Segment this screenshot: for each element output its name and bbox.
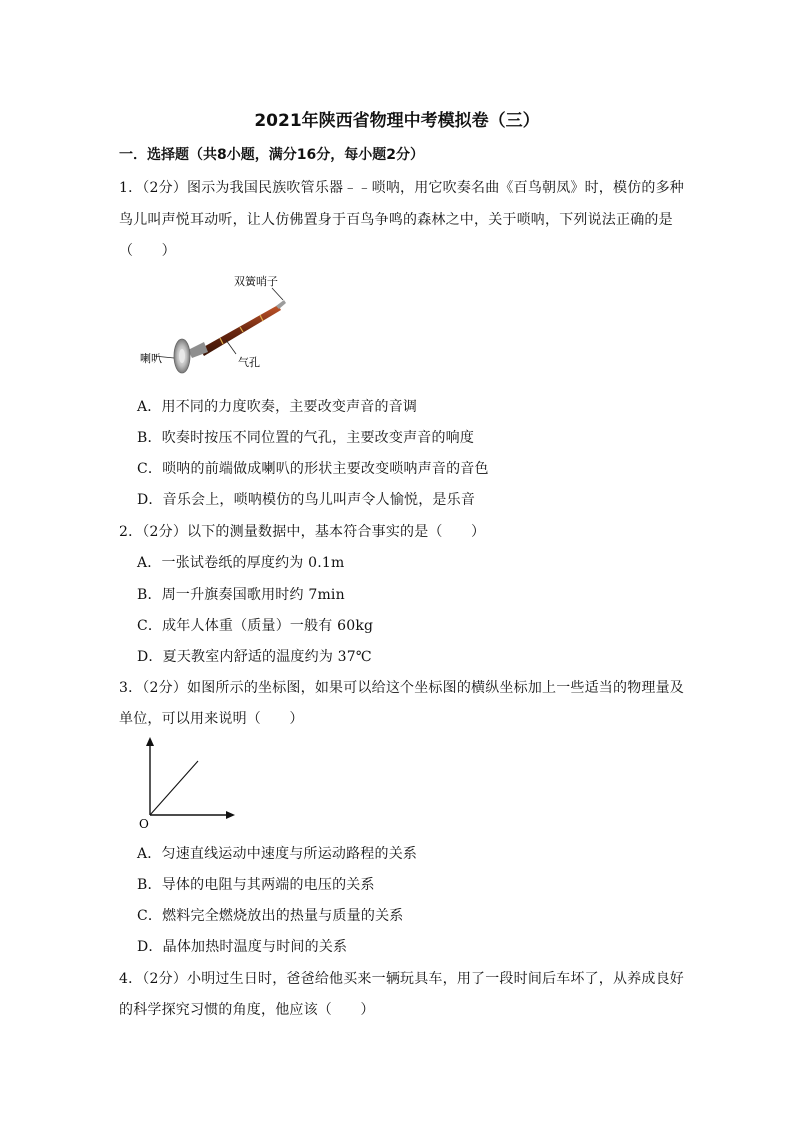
q3-option-c: C．燃料完全燃烧放出的热量与质量的关系	[137, 908, 404, 924]
question-1-line-2: 鸟儿叫声悦耳动听，让人仿佛置身于百鸟争鸣的森林之中，关于唢呐，下列说法正确的是	[119, 212, 673, 228]
q2-option-a: A．一张试卷纸的厚度约为 0.1m	[137, 555, 345, 571]
q1-option-b: B．吹奏时按压不同位置的气孔，主要改变声音的响度	[137, 430, 475, 446]
graph-line	[150, 761, 198, 815]
label-hole: 气孔	[238, 356, 260, 369]
suona-tube	[200, 305, 281, 356]
x-axis-arrow	[226, 811, 235, 819]
q1-option-d: D．音乐会上，唢呐模仿的鸟儿叫声令人愉悦，是乐音	[137, 492, 476, 508]
q3-option-d: D．晶体加热时温度与时间的关系	[137, 939, 348, 955]
label-reed: 双簧哨子	[234, 275, 278, 288]
y-axis-arrow	[146, 737, 154, 746]
question-4-line-1: 4．（2分）小明过生日时，爸爸给他买来一辆玩具车，用了一段时间后车坏了，从养成良好	[119, 971, 685, 987]
q1-option-a: A．用不同的力度吹奏，主要改变声音的音调	[137, 399, 418, 415]
section-heading: 一．选择题（共8小题，满分16分，每小题2分）	[119, 147, 424, 163]
question-2-line-1: 2．（2分）以下的测量数据中，基本符合事实的是（ ）	[119, 524, 486, 540]
suona-figure	[140, 270, 300, 375]
question-4-line-2: 的科学探究习惯的角度，他应该（ ）	[119, 1002, 375, 1018]
q3-option-b: B．导体的电阻与其两端的电压的关系	[137, 877, 375, 893]
question-3-line-1: 3．（2分）如图所示的坐标图，如果可以给这个坐标图的横纵坐标加上一些适当的物理量及	[119, 680, 685, 696]
coordinate-graph	[136, 733, 246, 833]
origin-label: O	[139, 817, 149, 831]
q1-option-c: C．唢呐的前端做成喇叭的形状主要改变唢呐声音的音色	[137, 461, 489, 477]
question-1-line-1: 1．（2分）图示为我国民族吹管乐器﹣﹣唢呐，用它吹奏名曲《百鸟朝凤》时，模仿的多种	[119, 180, 685, 196]
page-title: 2021年陕西省物理中考模拟卷（三）	[254, 111, 540, 131]
question-3-line-2: 单位，可以用来说明（ ）	[119, 711, 304, 727]
q2-option-c: C．成年人体重（质量）一般有 60kg	[137, 618, 374, 634]
q2-option-b: B．周一升旗奏国歌用时约 7min	[137, 587, 345, 603]
q2-option-d: D．夏天教室内舒适的温度约为 37℃	[137, 649, 372, 665]
q3-option-a: A．匀速直线运动中速度与所运动路程的关系	[137, 846, 418, 862]
label-bell: 喇叭	[140, 352, 162, 365]
question-1-line-3: （ ）	[119, 243, 176, 259]
